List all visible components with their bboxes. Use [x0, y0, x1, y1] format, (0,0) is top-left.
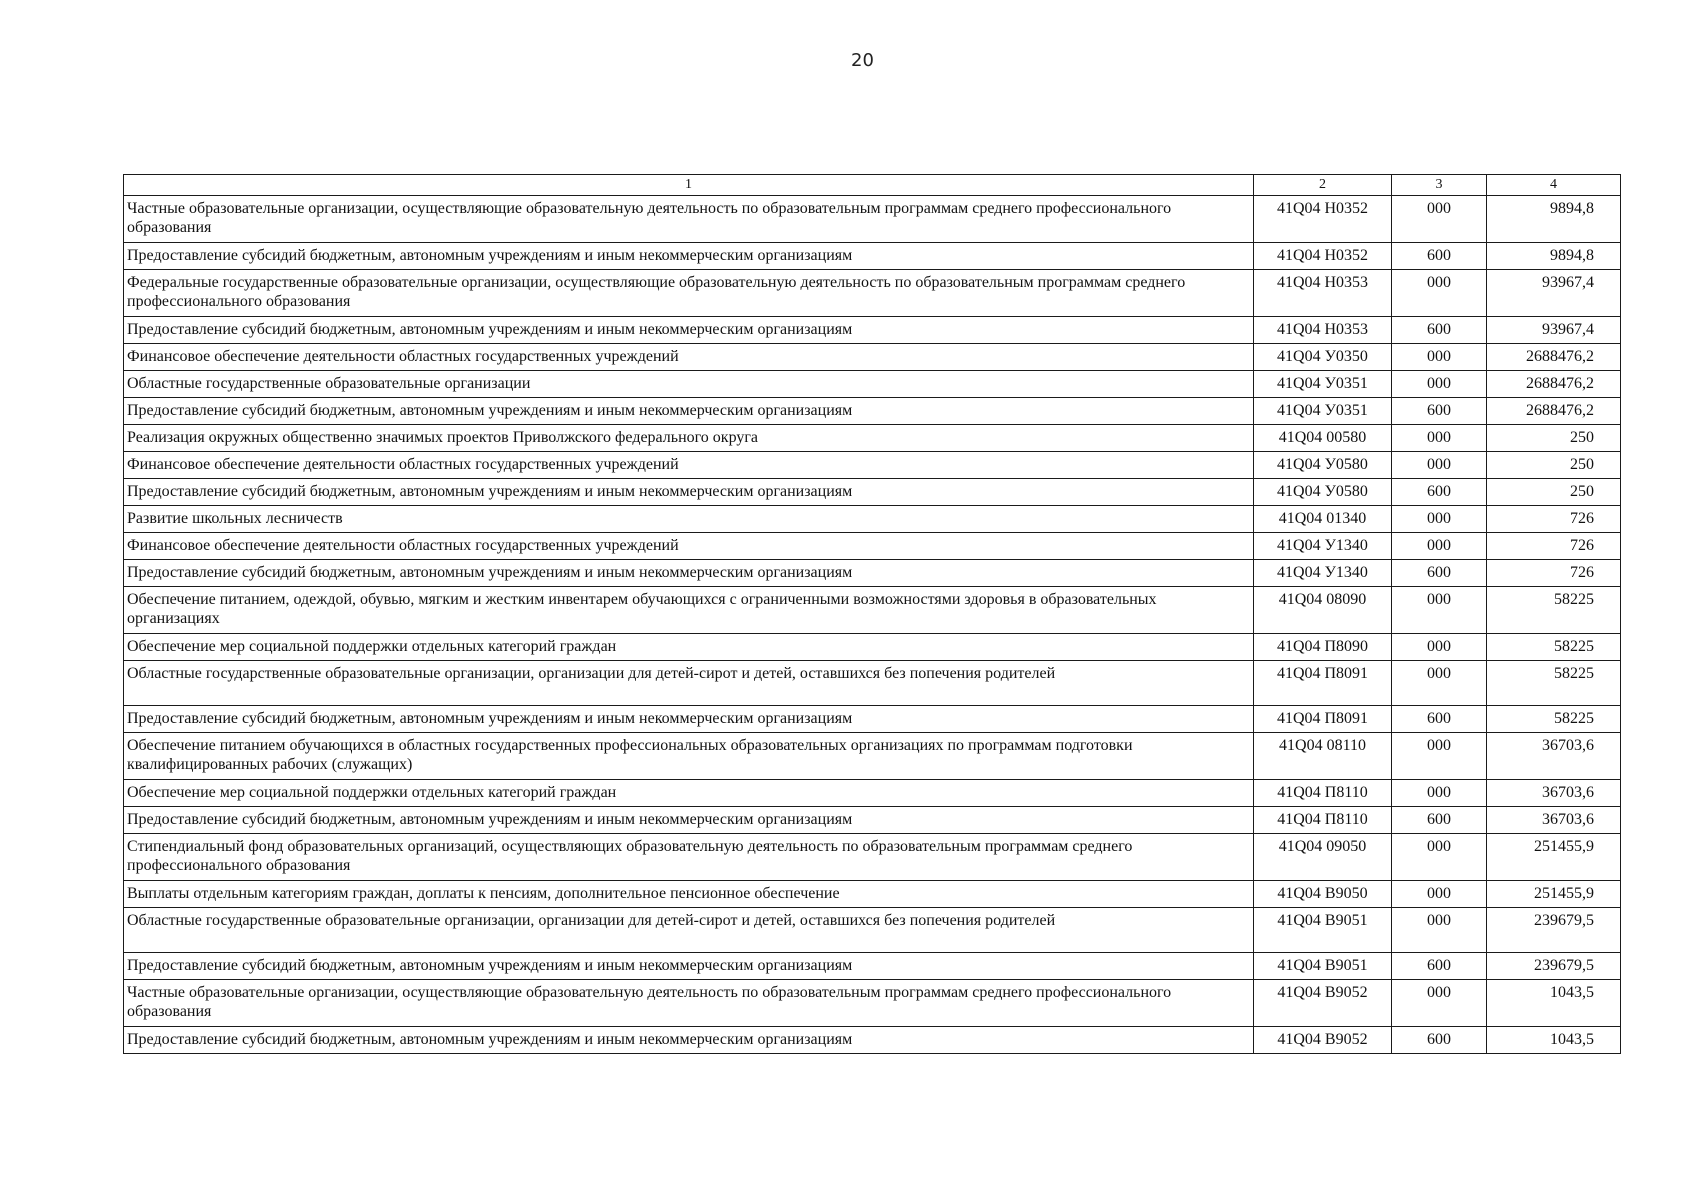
cell-type: 000	[1392, 661, 1487, 706]
cell-name: Выплаты отдельным категориям граждан, доплаты к пенсиям, дополнительное пенсионное обеспечение	[124, 881, 1254, 908]
cell-code: 41Q04 П8091	[1254, 661, 1392, 706]
cell-code: 41Q04 У0351	[1254, 398, 1392, 425]
cell-type: 000	[1392, 733, 1487, 780]
cell-type: 600	[1392, 317, 1487, 344]
table-row	[124, 634, 1621, 661]
cell-amount: 36703,6	[1487, 733, 1621, 780]
cell-code: 41Q04 00580	[1254, 425, 1392, 452]
cell-amount: 251455,9	[1487, 834, 1621, 881]
cell-name: Обеспечение питанием, одеждой, обувью, мягким и жестким инвентарем обучающихся с ограниченными возможностями здоровья в образовательных организациях	[124, 587, 1254, 634]
cell-name: Обеспечение мер социальной поддержки отдельных категорий граждан	[124, 780, 1254, 807]
cell-amount: 250	[1487, 479, 1621, 506]
cell-type: 000	[1392, 634, 1487, 661]
table-row	[124, 908, 1621, 953]
table-row	[124, 425, 1621, 452]
cell-code: 41Q04 У0580	[1254, 479, 1392, 506]
cell-code: 41Q04 Н0352	[1254, 243, 1392, 270]
cell-code: 41Q04 У0351	[1254, 371, 1392, 398]
cell-code: 41Q04 В9052	[1254, 1027, 1392, 1054]
cell-code: 41Q04 В9051	[1254, 908, 1392, 953]
cell-code: 41Q04 Н0353	[1254, 270, 1392, 317]
cell-name: Обеспечение мер социальной поддержки отдельных категорий граждан	[124, 634, 1254, 661]
cell-code: 41Q04 Н0353	[1254, 317, 1392, 344]
column-header-name: 1	[124, 175, 1254, 196]
column-header-code: 2	[1254, 175, 1392, 196]
cell-code: 41Q04 01340	[1254, 506, 1392, 533]
cell-name: Областные государственные образовательные организации	[124, 371, 1254, 398]
cell-type: 000	[1392, 533, 1487, 560]
cell-type: 600	[1392, 479, 1487, 506]
cell-code: 41Q04 У0350	[1254, 344, 1392, 371]
column-header-type: 3	[1392, 175, 1487, 196]
table-row	[124, 452, 1621, 479]
cell-code: 41Q04 П8091	[1254, 706, 1392, 733]
cell-name: Предоставление субсидий бюджетным, автономным учреждениям и иным некоммерческим организациям	[124, 243, 1254, 270]
cell-type: 600	[1392, 398, 1487, 425]
cell-amount: 250	[1487, 452, 1621, 479]
cell-name: Предоставление субсидий бюджетным, автономным учреждениям и иным некоммерческим организациям	[124, 479, 1254, 506]
cell-type: 000	[1392, 780, 1487, 807]
cell-amount: 9894,8	[1487, 243, 1621, 270]
cell-amount: 36703,6	[1487, 807, 1621, 834]
cell-code: 41Q04 В9051	[1254, 953, 1392, 980]
table-row	[124, 317, 1621, 344]
cell-type: 000	[1392, 196, 1487, 243]
cell-amount: 58225	[1487, 634, 1621, 661]
cell-type: 000	[1392, 506, 1487, 533]
table-row	[124, 371, 1621, 398]
budget-table	[123, 174, 1621, 1054]
cell-name: Финансовое обеспечение деятельности областных государственных учреждений	[124, 533, 1254, 560]
cell-type: 000	[1392, 881, 1487, 908]
cell-type: 000	[1392, 980, 1487, 1027]
cell-name: Областные государственные образовательные организации, организации для детей-сирот и детей, оставшихся без попечения родителей	[124, 661, 1254, 706]
table-row	[124, 344, 1621, 371]
table-row	[124, 1027, 1621, 1054]
cell-name: Предоставление субсидий бюджетным, автономным учреждениям и иным некоммерческим организациям	[124, 398, 1254, 425]
table-row	[124, 479, 1621, 506]
cell-name: Финансовое обеспечение деятельности областных государственных учреждений	[124, 344, 1254, 371]
table-row	[124, 560, 1621, 587]
page-number: 20	[851, 50, 874, 71]
cell-name: Предоставление субсидий бюджетным, автономным учреждениям и иным некоммерческим организациям	[124, 953, 1254, 980]
table-row	[124, 834, 1621, 881]
table-row	[124, 807, 1621, 834]
cell-name: Областные государственные образовательные организации, организации для детей-сирот и детей, оставшихся без попечения родителей	[124, 908, 1254, 953]
cell-type: 000	[1392, 425, 1487, 452]
cell-name: Реализация окружных общественно значимых проектов Приволжского федерального округа	[124, 425, 1254, 452]
cell-amount: 36703,6	[1487, 780, 1621, 807]
cell-amount: 726	[1487, 506, 1621, 533]
cell-type: 000	[1392, 908, 1487, 953]
cell-amount: 58225	[1487, 587, 1621, 634]
cell-name: Предоставление субсидий бюджетным, автономным учреждениям и иным некоммерческим организациям	[124, 317, 1254, 344]
cell-amount: 9894,8	[1487, 196, 1621, 243]
cell-amount: 58225	[1487, 661, 1621, 706]
cell-code: 41Q04 В9052	[1254, 980, 1392, 1027]
cell-name: Предоставление субсидий бюджетным, автономным учреждениям и иным некоммерческим организациям	[124, 706, 1254, 733]
cell-name: Частные образовательные организации, осуществляющие образовательную деятельность по образовательным программам среднего профессионального образования	[124, 196, 1254, 243]
table-row	[124, 533, 1621, 560]
cell-amount: 251455,9	[1487, 881, 1621, 908]
table-row	[124, 398, 1621, 425]
table-row	[124, 733, 1621, 780]
cell-name: Частные образовательные организации, осуществляющие образовательную деятельность по образовательным программам среднего профессионального образования	[124, 980, 1254, 1027]
table-row	[124, 196, 1621, 243]
table-row	[124, 587, 1621, 634]
table-row	[124, 881, 1621, 908]
table-body	[124, 196, 1621, 1054]
cell-amount: 239679,5	[1487, 953, 1621, 980]
cell-name: Предоставление субсидий бюджетным, автономным учреждениям и иным некоммерческим организациям	[124, 560, 1254, 587]
cell-type: 000	[1392, 270, 1487, 317]
column-header-amount: 4	[1487, 175, 1621, 196]
cell-name: Предоставление субсидий бюджетным, автономным учреждениям и иным некоммерческим организациям	[124, 1027, 1254, 1054]
cell-code: 41Q04 У1340	[1254, 560, 1392, 587]
cell-type: 000	[1392, 834, 1487, 881]
table-row	[124, 243, 1621, 270]
cell-name: Обеспечение питанием обучающихся в областных государственных профессиональных образовательных организациях по программам подготовки квалифицированных рабочих (служащих)	[124, 733, 1254, 780]
cell-amount: 250	[1487, 425, 1621, 452]
cell-type: 000	[1392, 452, 1487, 479]
cell-name: Федеральные государственные образовательные организации, осуществляющие образовательную деятельность по образовательным программам среднего профессионального образования	[124, 270, 1254, 317]
table-row	[124, 706, 1621, 733]
cell-code: 41Q04 09050	[1254, 834, 1392, 881]
table-row	[124, 953, 1621, 980]
cell-code: 41Q04 В9050	[1254, 881, 1392, 908]
cell-code: 41Q04 08090	[1254, 587, 1392, 634]
cell-code: 41Q04 У1340	[1254, 533, 1392, 560]
cell-name: Предоставление субсидий бюджетным, автономным учреждениям и иным некоммерческим организациям	[124, 807, 1254, 834]
cell-name: Развитие школьных лесничеств	[124, 506, 1254, 533]
cell-type: 600	[1392, 953, 1487, 980]
cell-amount: 726	[1487, 560, 1621, 587]
cell-amount: 2688476,2	[1487, 371, 1621, 398]
cell-name: Стипендиальный фонд образовательных организаций, осуществляющих образовательную деятельность по образовательным программам среднего профессионального образования	[124, 834, 1254, 881]
cell-type: 600	[1392, 1027, 1487, 1054]
table-row	[124, 980, 1621, 1027]
table-header-row	[124, 175, 1621, 196]
table-row	[124, 270, 1621, 317]
cell-type: 600	[1392, 243, 1487, 270]
cell-code: 41Q04 У0580	[1254, 452, 1392, 479]
cell-amount: 239679,5	[1487, 908, 1621, 953]
cell-amount: 93967,4	[1487, 317, 1621, 344]
cell-amount: 726	[1487, 533, 1621, 560]
cell-name: Финансовое обеспечение деятельности областных государственных учреждений	[124, 452, 1254, 479]
cell-amount: 93967,4	[1487, 270, 1621, 317]
cell-type: 600	[1392, 706, 1487, 733]
cell-type: 000	[1392, 587, 1487, 634]
cell-amount: 58225	[1487, 706, 1621, 733]
cell-type: 000	[1392, 344, 1487, 371]
cell-code: 41Q04 П8110	[1254, 807, 1392, 834]
cell-type: 000	[1392, 371, 1487, 398]
cell-type: 600	[1392, 560, 1487, 587]
cell-type: 600	[1392, 807, 1487, 834]
cell-amount: 2688476,2	[1487, 398, 1621, 425]
table-row	[124, 506, 1621, 533]
cell-amount: 2688476,2	[1487, 344, 1621, 371]
cell-code: 41Q04 П8090	[1254, 634, 1392, 661]
cell-amount: 1043,5	[1487, 1027, 1621, 1054]
cell-code: 41Q04 Н0352	[1254, 196, 1392, 243]
table-row	[124, 661, 1621, 706]
cell-code: 41Q04 08110	[1254, 733, 1392, 780]
table-row	[124, 780, 1621, 807]
cell-code: 41Q04 П8110	[1254, 780, 1392, 807]
cell-amount: 1043,5	[1487, 980, 1621, 1027]
